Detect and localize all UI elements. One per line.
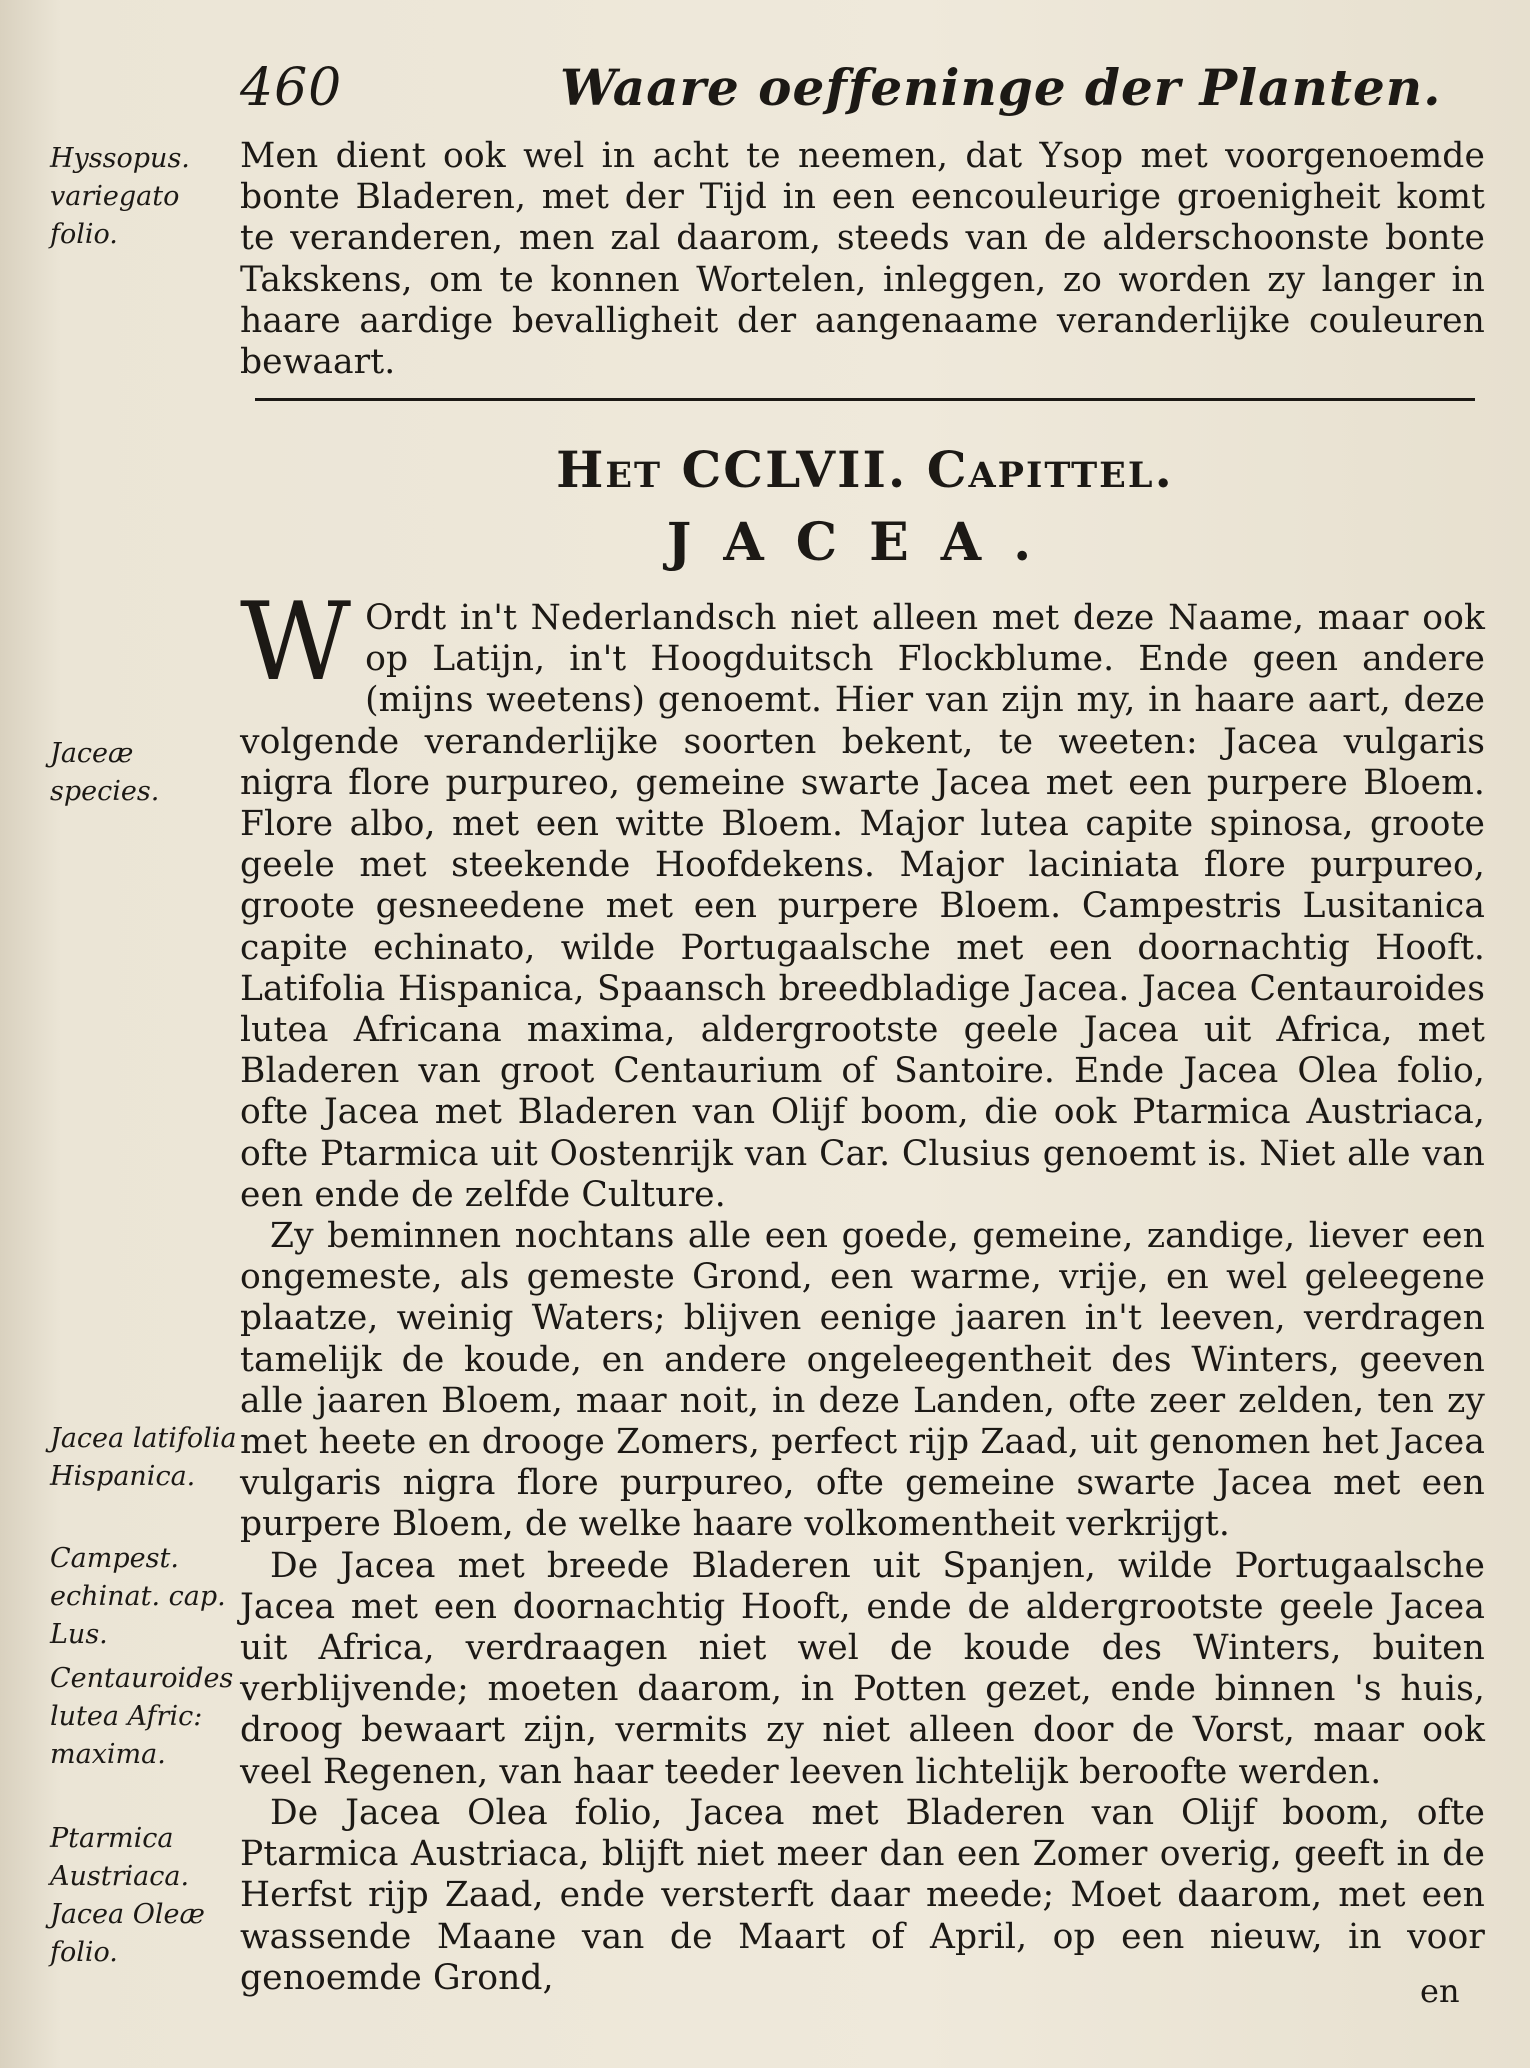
paragraph-4: De Jacea Olea folio, Jacea met Bladeren van Olijf boom, ofte Ptarmica Austriaca, blijft niet meer dan een Zomer overig, geeft in de Herfst rijp Zaad, ende versterft daar meede; Moet daarom, met een wassende Maane van de Maart of April, op een nieuw, in voor genoemde Grond, <box>240 1792 1485 1998</box>
margin-note-hyssopus: Hyssopus. variegato folio. <box>50 143 190 250</box>
paragraph-1 <box>240 580 1485 1216</box>
running-title: Waare oeffeninge der Planten. <box>560 58 1442 117</box>
top-paragraph <box>240 136 1485 383</box>
margin-note-campestris: Campest. echinat. cap. Lus. <box>50 1543 226 1650</box>
paragraph-1-text: Ordt in't Nederlandsch niet alleen met deze Naame, maar ook op Latijn, in't Hoogduitsch Flockblume. Ende geen andere (mijns weetens) genoemt. Hier van zijn my, in haare aart, deze volgende veranderlijke soorten bekent, te weeten: Jacea vulgaris nigra flore purpureo, gemeine swarte Jacea met een purpere Bloem. Flore albo, met een witte Bloem. Major lutea capite spinosa, groote geele met steekende Hoofdekens. Major laciniata flore purpureo, groote gesneedene met een purpere Bloem. Campestris Lusitanica capite echinato, wilde Portugaalsche met een doornachtig Hooft. Latifolia Hispanica, Spaansch breedbladige Jacea. Jacea Centauroides lutea Africana maxima, aldergrootste geele Jacea uit Africa, met Bladeren van groot Centaurium of Santoire. Ende Jacea Olea folio, ofte Jacea met Bladeren van Olijf boom, die ook Ptarmica Austriaca, ofte Ptarmica uit Oostenrijk van Car. Clusius genoemt is. Niet alle van een ende de zelfde Culture. <box>240 598 1485 1215</box>
margin-note-olea: Jacea Oleæ folio. <box>50 1899 205 1968</box>
chapter-subject: JACEA. <box>666 512 1064 573</box>
paragraph: Men dient ook wel in acht te neemen, dat Ysop met voorgenoemde bonte Bladeren, met der Tijd in een eencouleurige groenigheit komt te veranderen, men zal daarom, steeds van de alderschoonste bonte Takskens, om te konnen Wortelen, inleggen, zo worden zy langer in haare aardige bevalligheit der aangenaame veranderlijke couleuren bewaart. <box>240 136 1485 383</box>
page-header <box>240 58 1480 128</box>
paragraph-2: Zy beminnen nochtans alle een goede, gemeine, zandige, liever een ongemeste, als gemeste Grond, een warme, vrije, en wel geleegene plaatze, weinig Waters; blijven eenige jaaren in't leeven, verdragen tamelijk de koude, en andere ongeleegentheit des Winters, geeven alle jaaren Bloem, maar noit, in deze Landen, ofte zeer zelden, ten zy met heete en drooge Zomers, perfect rijp Zaad, uit genomen het Jacea vulgaris nigra flore purpureo, ofte gemeine swarte Jacea met een purpere Bloem, de welke haare volkomentheit verkrijgt. <box>240 1216 1485 1545</box>
margin-note-ptarmica: Ptarmica Austriaca. <box>50 1823 190 1892</box>
drop-cap: W <box>240 580 352 705</box>
margin-note-latifolia: Jacea latifolia Hispanica. <box>50 1423 237 1492</box>
margin-note-centauroides: Centauroides lutea Afric: maxima. <box>50 1663 234 1770</box>
page-number: 460 <box>240 58 343 118</box>
section-divider <box>255 398 1475 401</box>
chapter-body <box>240 580 1485 1999</box>
chapter-title: Het CCLVII. Capittel. <box>556 440 1174 499</box>
paragraph-3: De Jacea met breede Bladeren uit Spanjen, wilde Portugaalsche Jacea met een doornachtig Hooft, ende de aldergrootste geele Jacea uit Africa, verdraagen niet wel de koude des Winters, buiten verblijvende; moeten daarom, in Potten gezet, ende binnen 's huis, droog bewaart zijn, vermits zy niet alleen door de Vorst, maar ook veel Regenen, van haar teeder leeven lichtelijk beroofte werden. <box>240 1545 1485 1792</box>
margin-note-jacea-species: Jaceæ species. <box>50 738 160 807</box>
catchword: en <box>1420 1972 1460 2010</box>
